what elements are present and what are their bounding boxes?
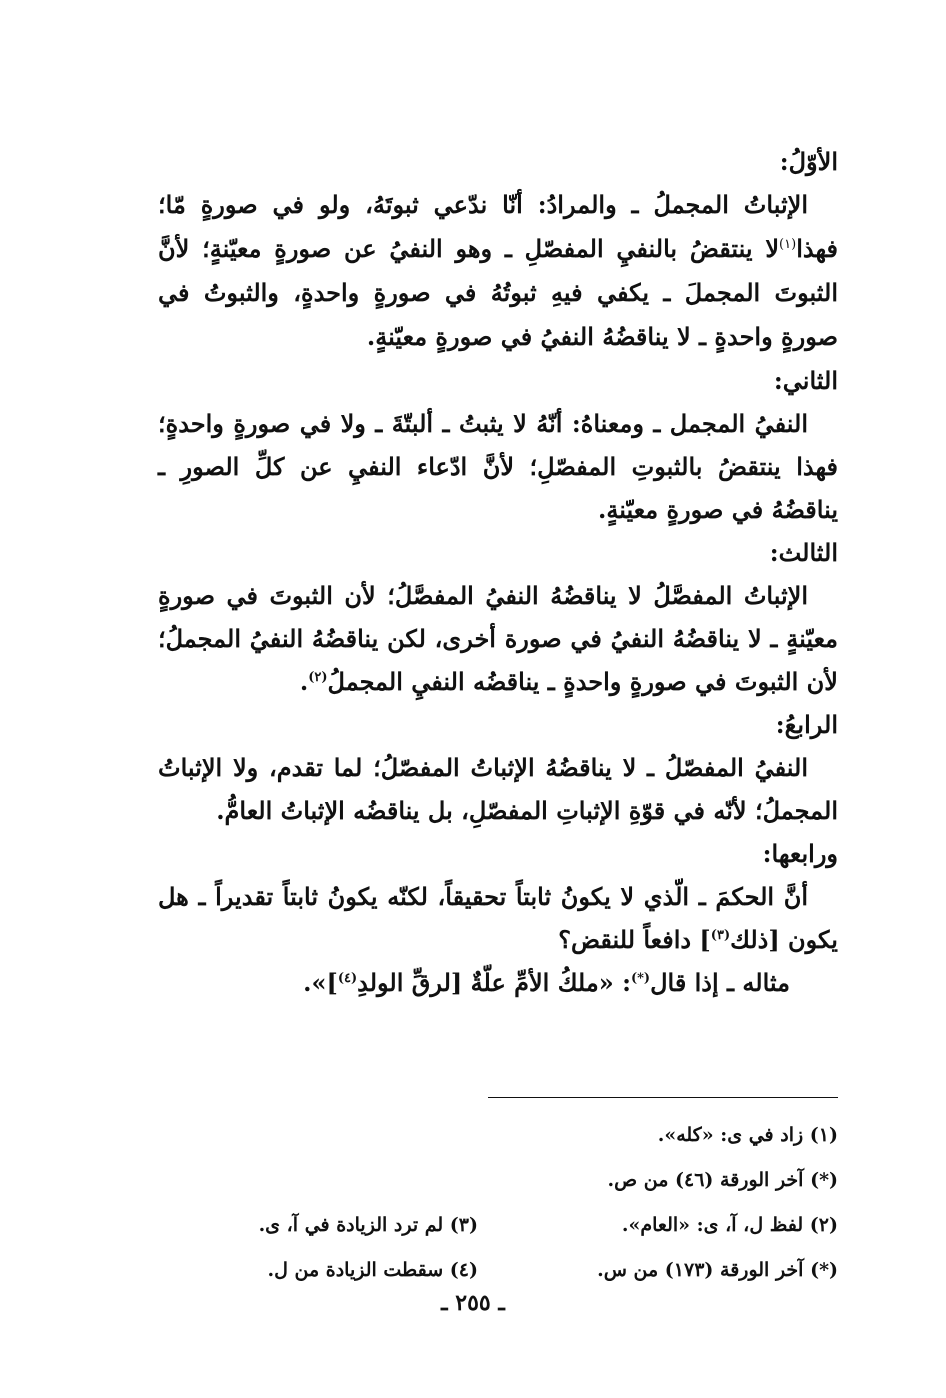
paragraph-text: الإثباتُ المجملُ ـ والمرادُ: أنّا ندّعي ثبوتَهُ، ولو في صورةٍ مّا؛ فهذا [158, 190, 838, 263]
section-paragraph-third [158, 574, 838, 703]
example-line [158, 961, 838, 1004]
section-paragraph-first [158, 183, 838, 359]
footnote: (*) آخر الورقة (١٧٣) من س. [597, 1258, 838, 1281]
footnote-ref-2: (٢) [308, 670, 328, 685]
footnote-row [148, 1157, 838, 1202]
section-paragraph-fourth-b [158, 875, 838, 961]
footnote-ref-1: (١) [779, 237, 797, 252]
section-heading-fourth: الرابعُ: [775, 710, 838, 739]
example-prefix: مثاله ـ إذا قال [650, 968, 790, 997]
section-heading-first: الأوّلُ: [779, 147, 838, 176]
main-text [158, 140, 838, 1004]
section-heading-third: الثالث: [769, 538, 838, 567]
paragraph-text-continued: ] دافعاً للنقض؟ [558, 925, 711, 954]
footnote-row [148, 1112, 838, 1157]
footnote-separator [488, 1097, 838, 1098]
footnote: (٣) لم ترد الزيادة في آ، ى. [258, 1213, 478, 1236]
example-quote: : «ملكُ الأمِّ علّةٌ [لرقِّ الولدِ [357, 968, 631, 997]
footnote: (٤) سقطت الزيادة من ل. [267, 1258, 478, 1281]
page-number: ـ ٢٥٥ ـ [441, 1290, 505, 1316]
footnotes [148, 1112, 838, 1292]
section-paragraph-second: النفيُ المجمل ـ ومعناهُ: أنّهُ لا يثبتُ ـ ألبتّةَ ـ ولا في صورةٍ واحدةٍ؛ فهذا ينتقضُ بالثبوتِ المفصّلِ؛ لأنَّ ادّعاء النفيِ عن كلِّ الصورِ ـ يناقضُهُ في صورةٍ معيّنةٍ. [158, 409, 838, 524]
footnote-row [148, 1202, 838, 1247]
folio-marker: (*) [630, 971, 651, 986]
footnote: (*) آخر الورقة (٤٦) من ص. [607, 1168, 838, 1191]
section-heading-fourth-b: ورابعها: [762, 839, 838, 868]
example-suffix: ]». [303, 968, 338, 997]
footnote: (١) زاد في ى: «كله». [657, 1123, 838, 1146]
footnote-row [148, 1247, 838, 1292]
paragraph-text-continued: . [299, 667, 309, 696]
paragraph-text: أنَّ الحكمَ ـ الّذي لا يكونُ ثابتاً تحقيقاً، لكنّه يكونُ ثابتاً تقديراً ـ هل يكون [ذلك [158, 882, 838, 954]
footnote: (٢) لفظ ل، آ، ى: «العام». [621, 1213, 838, 1236]
section-paragraph-fourth: النفيُ المفصّلُ ـ لا يناقضُهُ الإثباتُ المفصّلُ؛ لما تقدم، ولا الإثباتُ المجملُ؛ لأنّه في قوّةِ الإثباتِ المفصّلِ، بل يناقضُه الإثباتُ العامُّ. [158, 753, 838, 825]
footnote-ref-3: (٣) [710, 928, 731, 943]
section-heading-second: الثاني: [773, 366, 838, 395]
paragraph-text: الإثباتُ المفصَّلُ لا يناقضُهُ النفيُ المفصَّلُ؛ لأن الثبوتَ في صورةٍ معيّنةٍ ـ لا يناقضُهُ النفيُ في صورة أخرى، لكن يناقضُهُ النفيُ المجملُ؛ لأن الثبوتَ في صورةٍ واحدةٍ ـ يناقضُه النفيِ المجملُ [158, 581, 838, 696]
paragraph-text-continued: لا ينتقضُ بالنفيِ المفصّلِ ـ وهو النفيُ عن صورةٍ معيّنةٍ؛ لأنَّ الثبوتَ المجملَ ـ يكفي فيهِ ثبوتُهُ في صورةٍ واحدةٍ، والثبوتُ في صورةٍ واحدةٍ ـ لا يناقضُهُ النفيُ في صورةٍ معيّنةٍ. [158, 234, 838, 351]
footnote-ref-4: (٤) [337, 971, 358, 986]
